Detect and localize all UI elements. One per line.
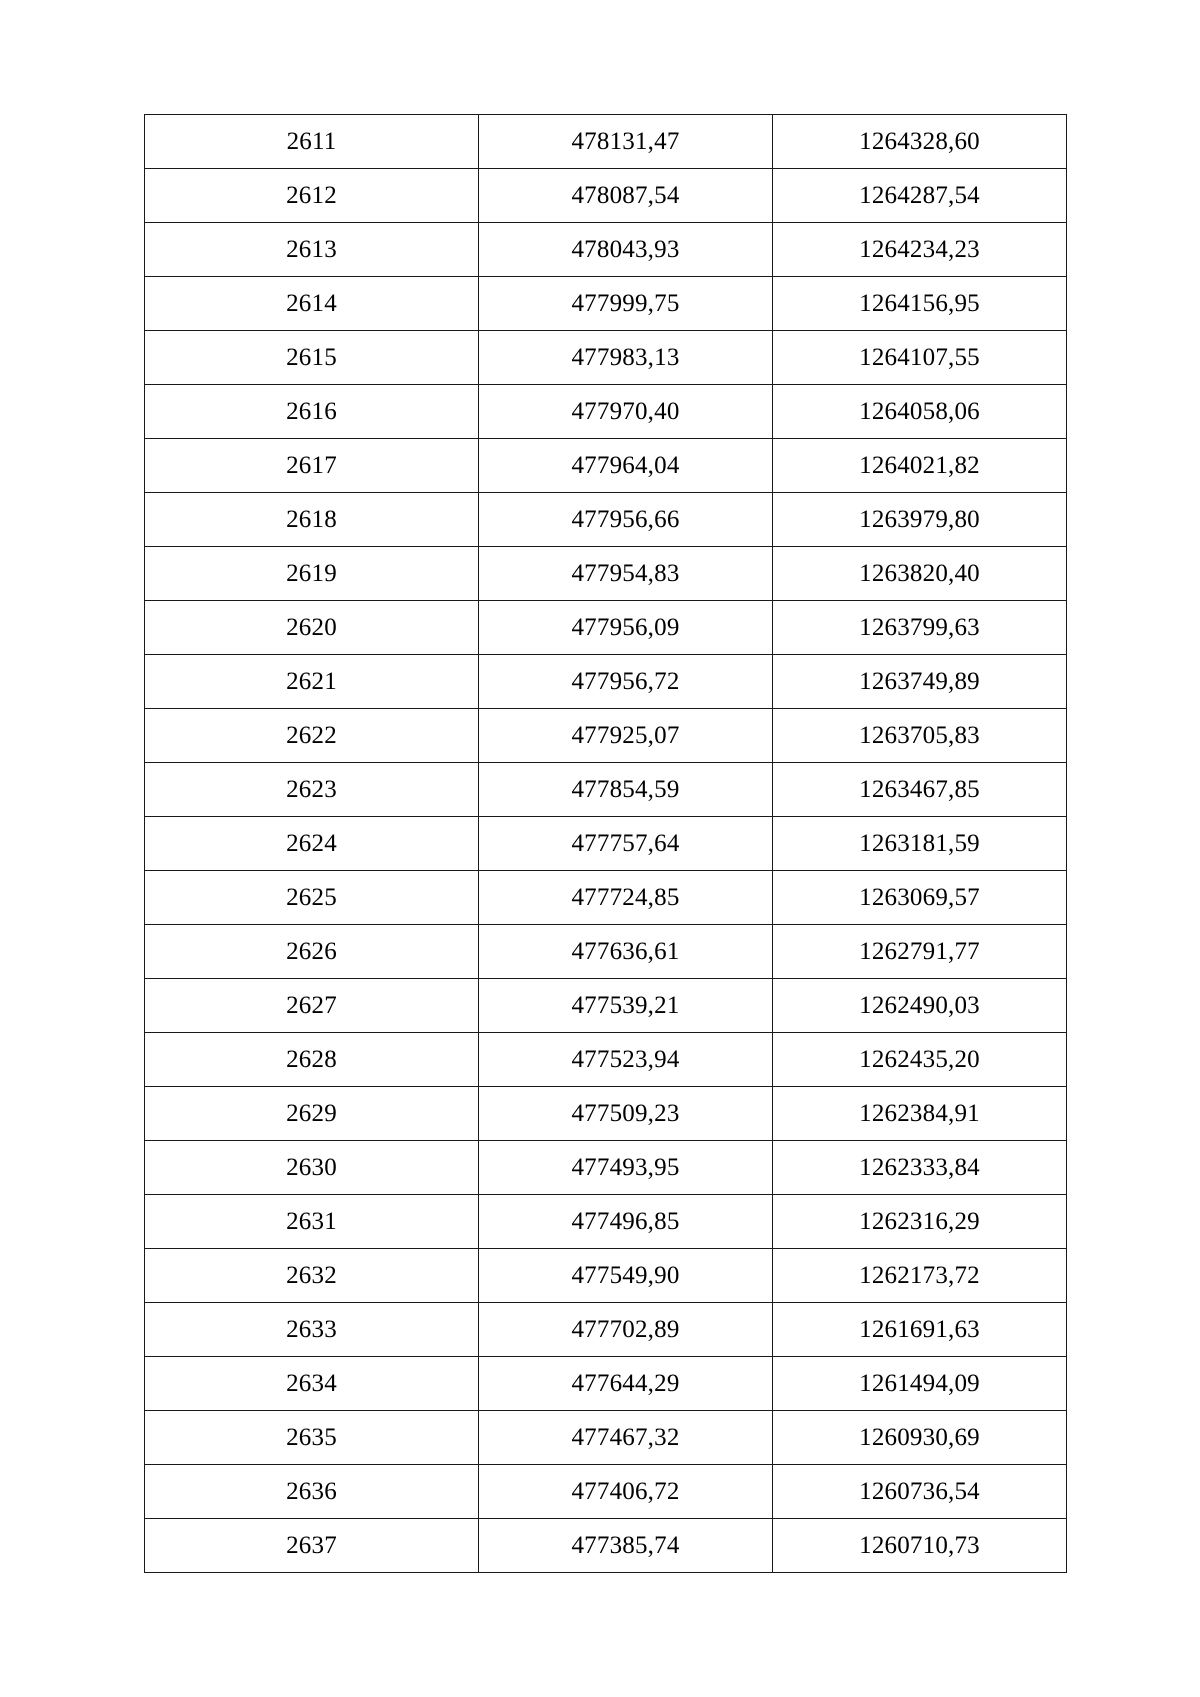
table-row [145,871,1067,925]
table-row [145,1141,1067,1195]
y-coordinate-cell: 1263069,57 [773,871,1067,925]
x-coordinate-cell: 478043,93 [479,223,773,277]
table-row [145,709,1067,763]
point-number-cell: 2622 [145,709,479,763]
table-row [145,331,1067,385]
x-coordinate-cell: 477509,23 [479,1087,773,1141]
y-coordinate-cell: 1262490,03 [773,979,1067,1033]
point-number-cell: 2620 [145,601,479,655]
y-coordinate-cell: 1264287,54 [773,169,1067,223]
x-coordinate-cell: 477467,32 [479,1411,773,1465]
point-number-cell: 2636 [145,1465,479,1519]
y-coordinate-cell: 1260710,73 [773,1519,1067,1573]
y-coordinate-cell: 1262173,72 [773,1249,1067,1303]
point-number-cell: 2634 [145,1357,479,1411]
y-coordinate-cell: 1262791,77 [773,925,1067,979]
x-coordinate-cell: 477983,13 [479,331,773,385]
x-coordinate-cell: 477385,74 [479,1519,773,1573]
point-number-cell: 2633 [145,1303,479,1357]
x-coordinate-cell: 477523,94 [479,1033,773,1087]
point-number-cell: 2612 [145,169,479,223]
table-row [145,1411,1067,1465]
point-number-cell: 2630 [145,1141,479,1195]
y-coordinate-cell: 1260930,69 [773,1411,1067,1465]
point-number-cell: 2637 [145,1519,479,1573]
x-coordinate-cell: 477539,21 [479,979,773,1033]
x-coordinate-cell: 477925,07 [479,709,773,763]
y-coordinate-cell: 1264234,23 [773,223,1067,277]
table-row [145,763,1067,817]
point-number-cell: 2624 [145,817,479,871]
y-coordinate-cell: 1263979,80 [773,493,1067,547]
y-coordinate-cell: 1262384,91 [773,1087,1067,1141]
y-coordinate-cell: 1261494,09 [773,1357,1067,1411]
x-coordinate-cell: 477964,04 [479,439,773,493]
point-number-cell: 2628 [145,1033,479,1087]
table-row [145,925,1067,979]
point-number-cell: 2627 [145,979,479,1033]
table-row [145,223,1067,277]
point-number-cell: 2623 [145,763,479,817]
x-coordinate-cell: 477549,90 [479,1249,773,1303]
table-row [145,1087,1067,1141]
y-coordinate-cell: 1264021,82 [773,439,1067,493]
table-row [145,277,1067,331]
x-coordinate-cell: 477970,40 [479,385,773,439]
y-coordinate-cell: 1264058,06 [773,385,1067,439]
point-number-cell: 2615 [145,331,479,385]
table-row [145,385,1067,439]
table-row [145,493,1067,547]
y-coordinate-cell: 1264107,55 [773,331,1067,385]
y-coordinate-cell: 1261691,63 [773,1303,1067,1357]
coordinates-table-body [145,115,1067,1573]
point-number-cell: 2631 [145,1195,479,1249]
coordinates-table [144,114,1067,1573]
y-coordinate-cell: 1262333,84 [773,1141,1067,1195]
table-row [145,655,1067,709]
x-coordinate-cell: 477956,72 [479,655,773,709]
table-row [145,817,1067,871]
table-row [145,1465,1067,1519]
x-coordinate-cell: 478131,47 [479,115,773,169]
x-coordinate-cell: 477854,59 [479,763,773,817]
y-coordinate-cell: 1263799,63 [773,601,1067,655]
x-coordinate-cell: 477702,89 [479,1303,773,1357]
point-number-cell: 2613 [145,223,479,277]
x-coordinate-cell: 477956,09 [479,601,773,655]
x-coordinate-cell: 477406,72 [479,1465,773,1519]
table-row [145,1249,1067,1303]
x-coordinate-cell: 477493,95 [479,1141,773,1195]
table-row [145,1357,1067,1411]
y-coordinate-cell: 1262435,20 [773,1033,1067,1087]
x-coordinate-cell: 477496,85 [479,1195,773,1249]
x-coordinate-cell: 477644,29 [479,1357,773,1411]
y-coordinate-cell: 1263467,85 [773,763,1067,817]
table-row [145,601,1067,655]
point-number-cell: 2629 [145,1087,479,1141]
x-coordinate-cell: 477724,85 [479,871,773,925]
point-number-cell: 2616 [145,385,479,439]
point-number-cell: 2611 [145,115,479,169]
y-coordinate-cell: 1263820,40 [773,547,1067,601]
x-coordinate-cell: 477636,61 [479,925,773,979]
point-number-cell: 2626 [145,925,479,979]
point-number-cell: 2632 [145,1249,479,1303]
x-coordinate-cell: 477956,66 [479,493,773,547]
table-row [145,1303,1067,1357]
table-row [145,1195,1067,1249]
point-number-cell: 2614 [145,277,479,331]
table-row [145,547,1067,601]
table-row [145,169,1067,223]
table-row [145,115,1067,169]
point-number-cell: 2625 [145,871,479,925]
y-coordinate-cell: 1263749,89 [773,655,1067,709]
y-coordinate-cell: 1264328,60 [773,115,1067,169]
point-number-cell: 2635 [145,1411,479,1465]
x-coordinate-cell: 477954,83 [479,547,773,601]
point-number-cell: 2621 [145,655,479,709]
point-number-cell: 2618 [145,493,479,547]
x-coordinate-cell: 477757,64 [479,817,773,871]
x-coordinate-cell: 478087,54 [479,169,773,223]
table-row [145,1519,1067,1573]
x-coordinate-cell: 477999,75 [479,277,773,331]
y-coordinate-cell: 1263705,83 [773,709,1067,763]
table-row [145,979,1067,1033]
point-number-cell: 2619 [145,547,479,601]
point-number-cell: 2617 [145,439,479,493]
y-coordinate-cell: 1262316,29 [773,1195,1067,1249]
y-coordinate-cell: 1260736,54 [773,1465,1067,1519]
table-row [145,1033,1067,1087]
table-row [145,439,1067,493]
y-coordinate-cell: 1263181,59 [773,817,1067,871]
y-coordinate-cell: 1264156,95 [773,277,1067,331]
